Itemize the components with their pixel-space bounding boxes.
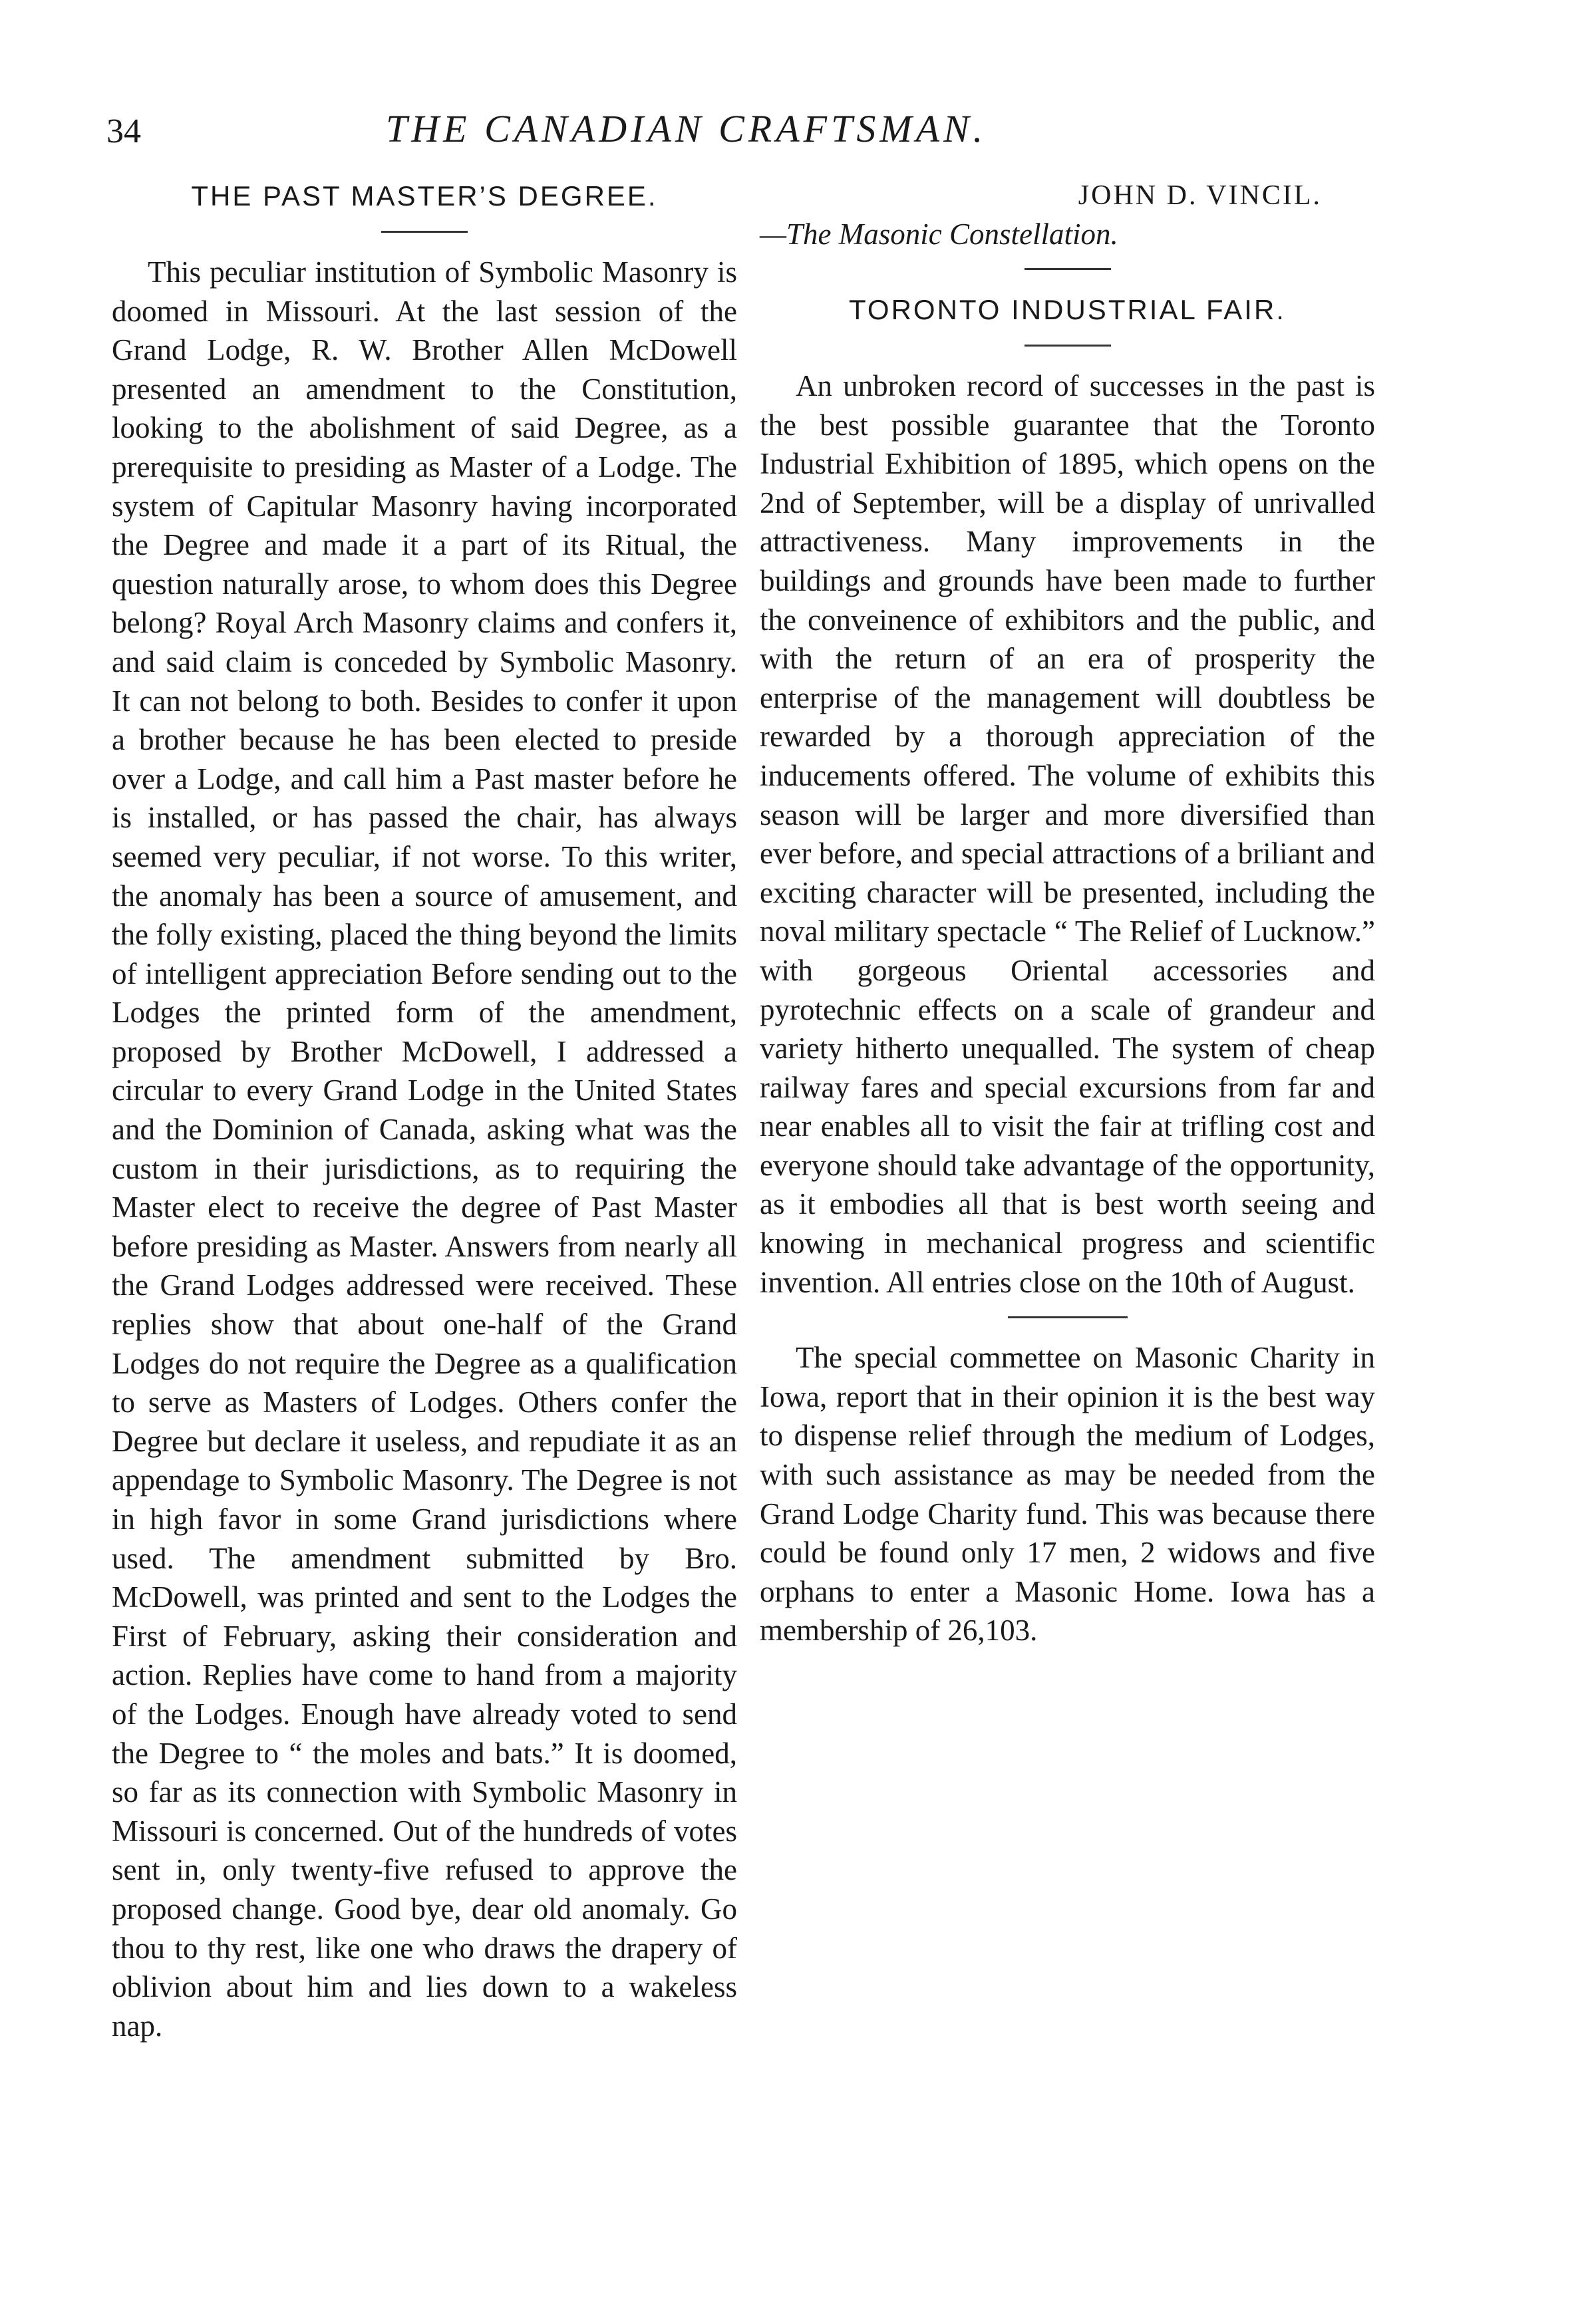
right-column-content [760, 176, 1375, 1650]
article-body-toronto-industrial-fair: An unbroken record of successes in the past is the best possible guarantee that the Toronto Industrial Exhibition of 1895, which opens on the 2nd of September, will be a display of unrivalled attractiveness. Many improvements in the buildings and grounds have been made to further the conveinence of exhibitors and the public, and with the return of an era of prosperity the enterprise of the management will doubtless be rewarded by a thorough appreciation of the inducements offered. The volume of exhibits this season will be larger and more diversified than ever before, and special attractions of a briliant and exciting character will be presented, including the noval military spectacle “ The Relief of Lucknow.” with gorgeous Oriental accessories and pyrotechnic effects on a scale of grandeur and variety hitherto unequalled. The system of cheap railway fares and special excursions from far and near enables all to visit the fair at trifling cost and everyone should take advantage of the opportunity, as it embodies all that is best worth seeing and knowing in mechanical progress and scientific invention. All entries close on the 10th of August. [760, 369, 1375, 1299]
title-divider [1025, 345, 1111, 347]
article-title-toronto-industrial-fair: TORONTO INDUSTRIAL FAIR. [849, 294, 1286, 325]
page-header [106, 100, 1031, 153]
article-title-past-masters-degree: THE PAST MASTER’S DEGREE. [191, 180, 658, 212]
left-column [112, 176, 737, 2195]
section-divider [1008, 1316, 1128, 1318]
article-body-past-masters-degree: This peculiar institution of Symbolic Masonry is doomed in Missouri. At the last session of the Grand Lodge, R. W. Brother Allen McDowell presented an amendment to the Constitution, looking to the abolishment of said Degree, as a prerequisite to presiding as Master of a Lodge. The system of Capitular Masonry having incorporated the Degree and made it a part of its Ritual, the question naturally arose, to whom does this Degree belong? Royal Arch Masonry claims and confers it, and said claim is conceded by Symbolic Masonry. It can not belong to both. Besides to confer it upon a brother because he has been elected to preside over a Lodge, and call him a Past master before he is installed, or has passed the chair, has always seemed very peculiar, if not worse. To this writer, the anomaly has been a source of amusement, and the folly existing, placed the thing beyond the limits of intelligent appreciation Before sending out to the Lodges the printed form of the amendment, proposed by Brother McDowell, I addressed a circular to every Grand Lodge in the United States and the Dominion of Canada, asking what was the custom in their jurisdictions, as to requiring the Master elect to receive the degree of Past Master before presiding as Master. Answers from nearly all the Grand Lodges addressed were received. These replies show that about one-half of the Grand Lodges do not require the Degree as a qualification to serve as Masters of Lodges. Others confer the Degree but declare it useless, and repudiate it as an appendage to Symbolic Masonry. The Degree is not in high favor in some Grand jurisdictions where used. The amendment submitted by Bro. McDowell, was printed and sent to the Lodges the First of February, asking their consideration and action. Replies have come to hand from a majority of the Lodges. Enough have already voted to send the Degree to “ the moles and bats.” It is doomed, so far as its connection with Symbolic Masonry in Missouri is concerned. Out of the hundreds of votes sent in, only twenty-five refused to approve the proposed change. Good bye, dear old anomaly. Go thou to thy rest, like one who draws the drapery of oblivion about him and lies down to a wakeless nap. [112, 255, 737, 2043]
article-source: —The Masonic Constellation. [760, 218, 1118, 251]
article-signature: JOHN D. VINCIL. [1078, 180, 1322, 211]
title-divider [381, 231, 468, 233]
section-divider [1025, 268, 1111, 270]
journal-title: THE CANADIAN CRAFTSMAN. [386, 107, 987, 150]
article-body-masonic-charity-iowa: The special commettee on Masonic Charity in Iowa, report that in their opinion it is the best way to dispense relief through the medium of Lodges, with such assistance as may be needed from the Grand Lodge Charity fund. This was because there could be found only 17 men, 2 widows and five orphans to enter a Masonic Home. Iowa has a membership of 26,103. [760, 1341, 1375, 1648]
page-number: 34 [106, 112, 141, 150]
